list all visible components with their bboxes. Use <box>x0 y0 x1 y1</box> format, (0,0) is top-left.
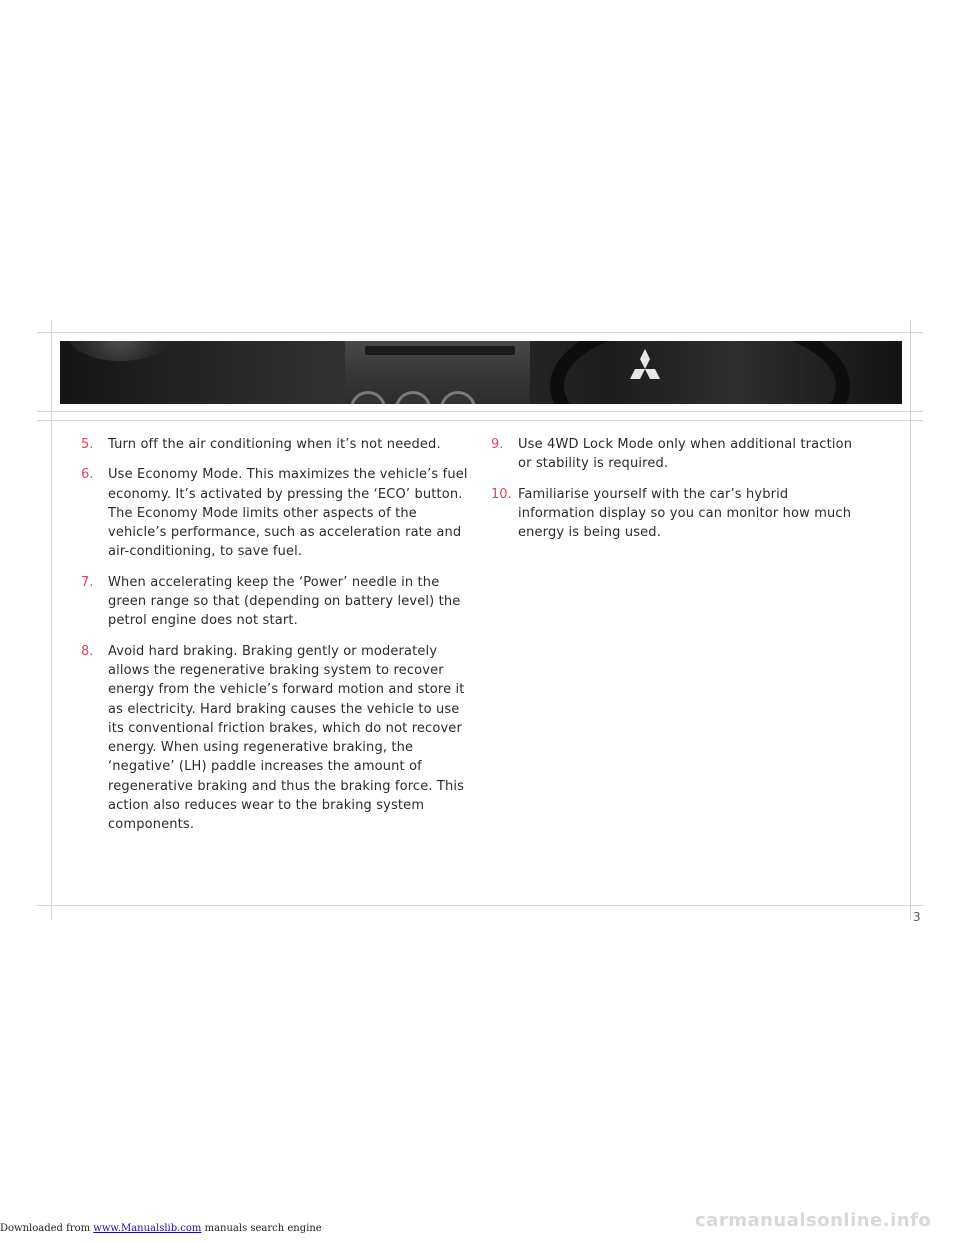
item-text: When accelerating keep the ‘Power’ needle in the green range so that (depending on battery level) the petrol engine does not start. <box>108 574 461 629</box>
dashboard-photo <box>60 341 902 404</box>
bottom-rule <box>37 905 923 906</box>
item-number: 6. <box>81 467 94 483</box>
top-rule <box>37 332 923 333</box>
item-text: Avoid hard braking. Braking gently or moderately allows the regenerative braking system to recover energy from the vehicle’s forward motion and store it as electricity. Hard braking causes the vehicle to use its conventional friction brakes, which do not recover energy. When using regenerative braking, the ‘negative’ (LH) paddle increases the amount of regenerative braking and thus the braking force. This action also reduces wear to the braking system components. <box>108 643 465 833</box>
item-number: 7. <box>81 574 94 590</box>
left-guide <box>51 320 52 920</box>
item-number: 5. <box>81 437 94 452</box>
item-number: 9. <box>491 437 504 452</box>
tips-list-right <box>491 435 861 553</box>
list-item <box>491 485 861 543</box>
top-rule-2 <box>37 411 923 412</box>
watermark: carmanualsonline.info <box>695 1210 932 1231</box>
item-number: 8. <box>81 643 94 659</box>
manualslib-link[interactable]: www.Manualslib.com <box>93 1223 202 1234</box>
item-text: Familiarise yourself with the car’s hybrid information display so you can monitor how much energy is being used. <box>518 486 852 541</box>
page-number: 3 <box>913 910 921 924</box>
tips-list-left <box>81 435 469 846</box>
item-text: Use Economy Mode. This maximizes the vehicle’s fuel economy. It’s activated by pressing the ‘ECO’ button. The Economy Mode limits other aspects of the vehicle’s performance, such as acceleration rate and air-conditioning, to save fuel. <box>108 467 468 560</box>
list-item <box>491 435 861 474</box>
list-item <box>81 435 469 454</box>
item-text: Use 4WD Lock Mode only when additional traction or stability is required. <box>518 437 853 472</box>
top-rule-3 <box>37 420 923 421</box>
right-guide <box>910 320 911 920</box>
list-item <box>81 642 469 835</box>
download-footer <box>0 1223 322 1234</box>
footer-suffix: manuals search engine <box>201 1223 322 1234</box>
three-diamonds-logo-icon <box>620 347 670 391</box>
list-item <box>81 573 469 631</box>
footer-prefix: Downloaded from <box>0 1223 94 1234</box>
item-number: 10. <box>491 486 512 502</box>
list-item <box>81 465 469 561</box>
item-text: Turn off the air conditioning when it’s not needed. <box>108 437 441 452</box>
